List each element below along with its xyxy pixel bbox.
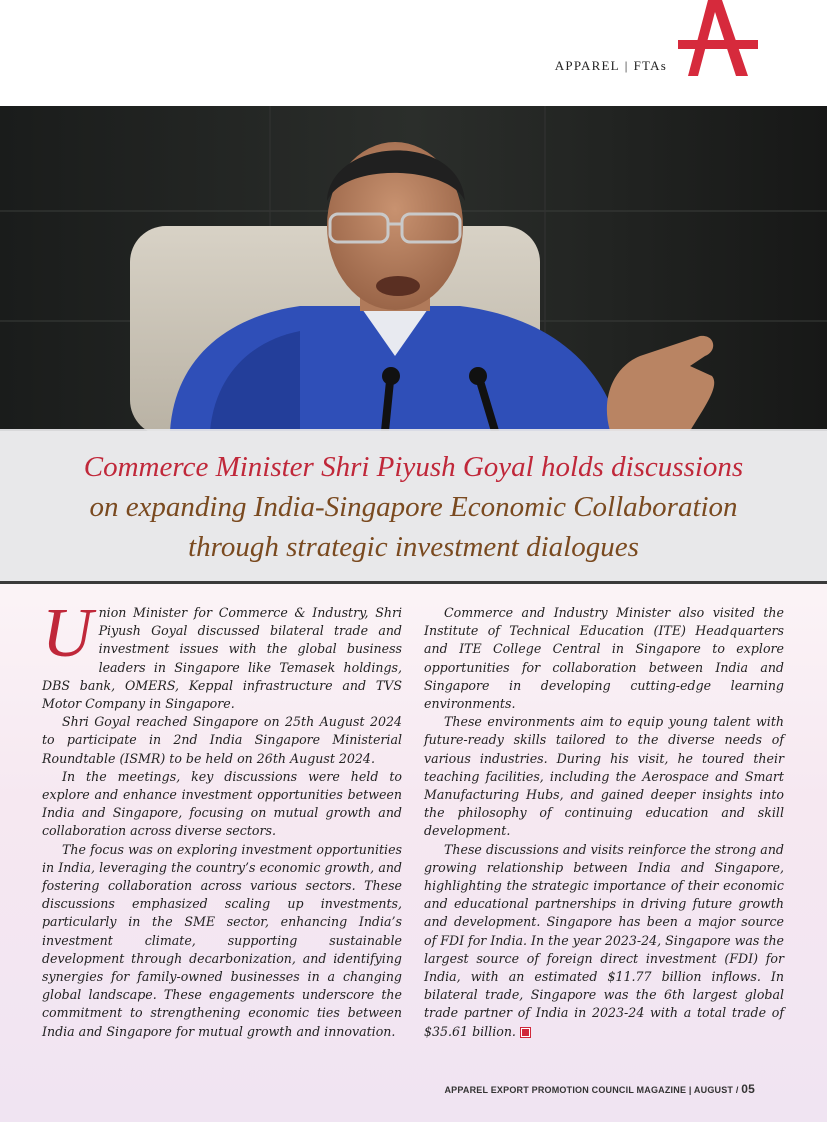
end-of-article-icon (521, 1028, 530, 1037)
subsection-name: FTAs (633, 58, 667, 73)
article-headline (0, 447, 827, 567)
article-paragraph: In the meetings, key discussions were held to explore and enhance investment opportunities between India and Singapore, focusing on mutual growth and collaboration across diverse sectors. (42, 768, 402, 839)
page-header (0, 0, 827, 106)
article-paragraph: Commerce and Industry Minister also visited the Institute of Technical Education (ITE) Headquarters and ITE College Central in Singapore to explore opportunities for collaboration between India and Singapore in developing cutting-edge learning environments. (424, 605, 784, 712)
minister-photo-illustration (0, 106, 827, 431)
article-paragraph (424, 841, 784, 1041)
drop-cap: U (42, 595, 93, 672)
paragraph-text: These discussions and visits reinforce the strong and growing relationship between India and Singapore, highlighting the strategic importance of their economic and educational partnerships in driving future growth and development. Singapore has been a major source of FDI for India. In the year 2023-24, Singapore was the largest source of foreign direct investment (FDI) for India, with an estimated $11.77 billion inflows. In bilateral trade, Singapore was the 6th largest global trade partner of India in 2023-24 with a total trade of $35.61 billion. (424, 841, 785, 1039)
article-column-right (424, 604, 784, 1041)
article-column-left (42, 595, 402, 1041)
headline-line-3: through strategic investment dialogues (188, 531, 639, 563)
section-name: APPAREL (554, 58, 620, 73)
section-label (555, 58, 667, 74)
hero-photo (0, 106, 827, 431)
article-paragraph (42, 595, 402, 713)
paragraph-text: nion Minister for Commerce & Industry, Shri Piyush Goyal discussed bilateral trade and investment issues with the global business leaders in Singapore like Temasek holdings, DBS bank, OMERS, Keppal infrastructure and TVS Motor Company in Singapore. (42, 605, 402, 712)
magazine-a-logo-icon (678, 0, 758, 76)
headline-line-2: on expanding India-Singapore Economic Collaboration (89, 491, 738, 523)
page-footer (444, 1082, 755, 1096)
section-separator: | (624, 58, 629, 73)
page-number: 05 (741, 1082, 755, 1096)
headline-line-1: Commerce Minister Shri Piyush Goyal holds discussions (83, 451, 744, 483)
article-paragraph: The focus was on exploring investment opportunities in India, leveraging the country’s economic growth, and fostering collaboration across various sectors. These discussions emphasized scaling up investments, particularly in the SME sector, enhancing India’s investment climate, supporting sustainable development through decarbonization, and identifying synergies for family-owned businesses in a changing global landscape. These engagements underscore the commitment to strengthening economic ties between India and Singapore for mutual growth and innovation. (42, 841, 402, 1039)
footer-text: APPAREL EXPORT PROMOTION COUNCIL MAGAZINE | AUGUST / (444, 1085, 739, 1095)
headline-divider (0, 581, 827, 584)
article-paragraph: These environments aim to equip young talent with future-ready skills tailored to the diverse needs of various industries. During his visit, he toured their teaching facilities, including the Aerospace and Smart Manufacturing Hubs, and gained deeper insights into the philosophy of continuing education and skill development. (424, 714, 784, 839)
article-paragraph: Shri Goyal reached Singapore on 25th August 2024 to participate in 2nd India Singapore Ministerial Roundtable (ISMR) to be held on 26th August 2024. (42, 714, 402, 766)
